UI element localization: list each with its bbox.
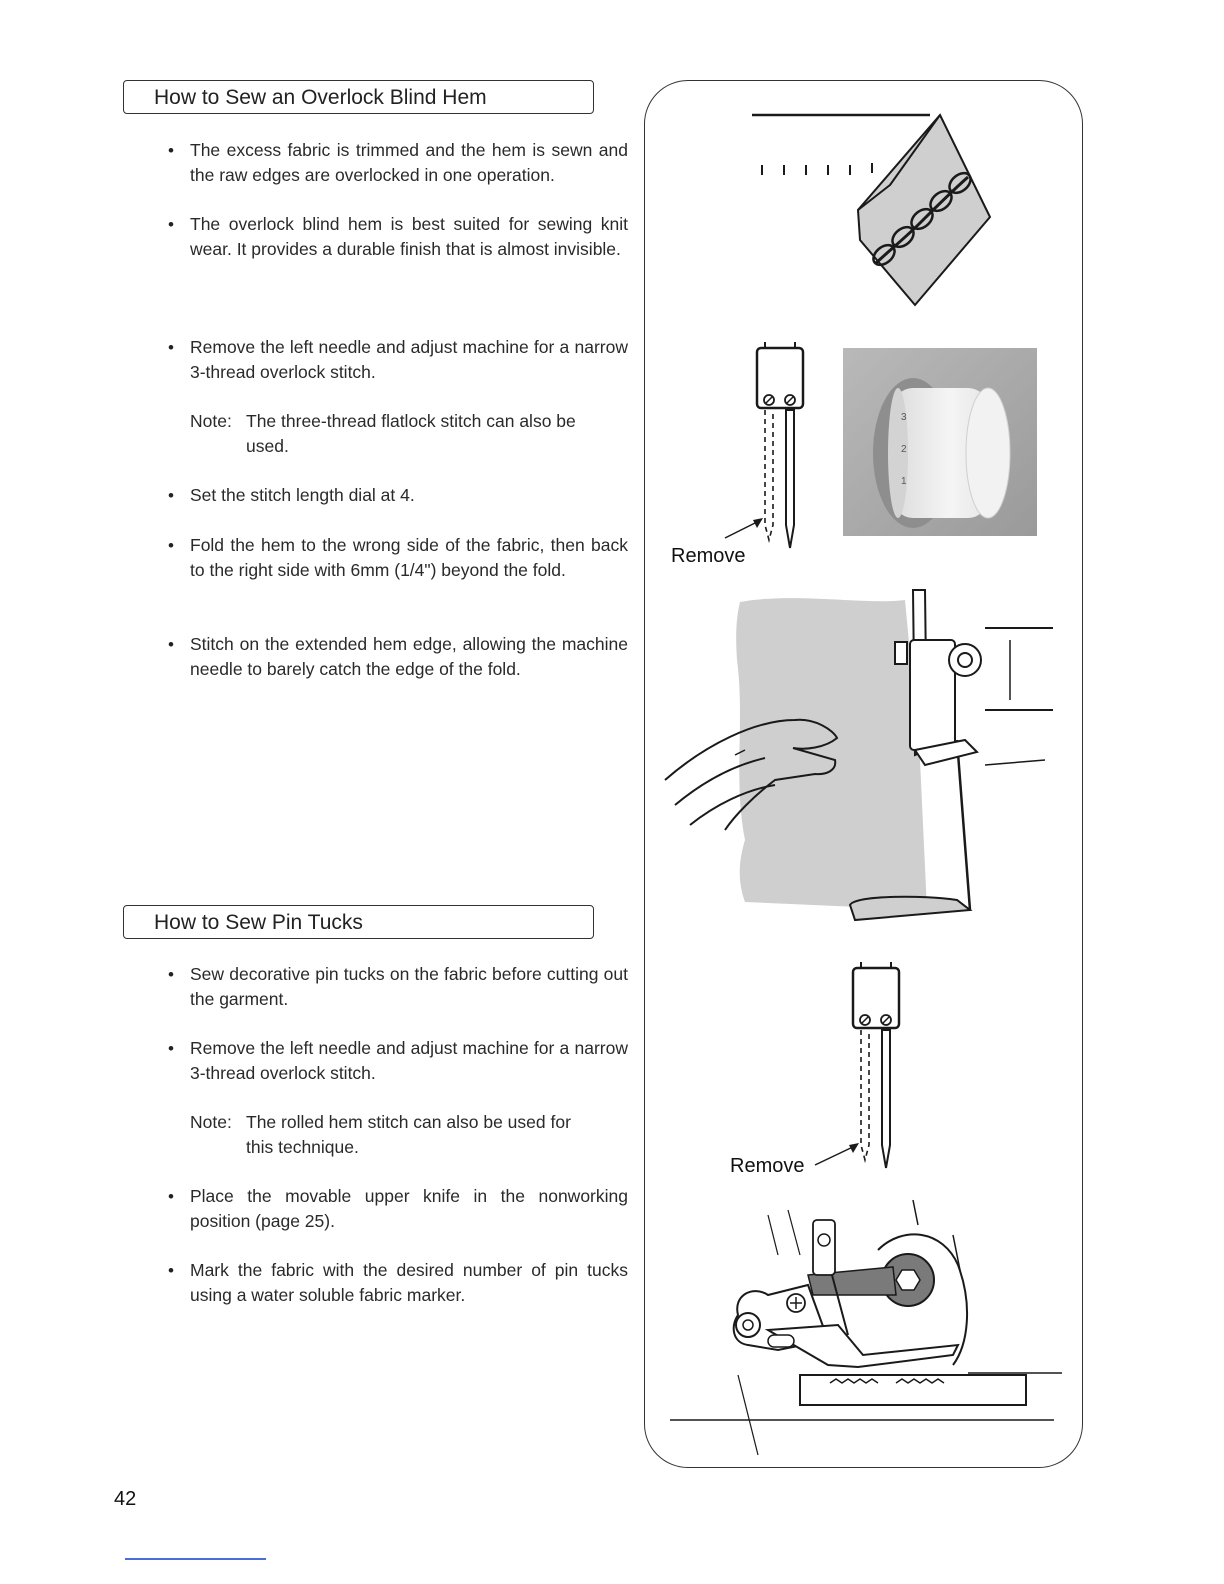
needle-clamp-illustration [845,960,925,1175]
bullet-icon: • [168,965,174,984]
bullet-icon: • [168,141,174,160]
paragraph: Place the movable upper knife in the nonworking position (page 25). [190,1186,628,1231]
paragraph: Fold the hem to the wrong side of the fabric, then back to the right side with 6mm (1/4") beyond the fold. [190,535,628,580]
section-header-pin-tucks: How to Sew Pin Tucks [123,905,594,939]
note-text: The three-thread flatlock stitch can also be [246,411,576,431]
dial-number: 3 [901,412,907,423]
note [190,409,628,459]
paragraph: Stitch on the extended hem edge, allowing the machine needle to barely catch the edge of the fold. [190,634,628,679]
paragraph: The excess fabric is trimmed and the hem is sewn and the raw edges are overlocked in one operation. [190,140,628,185]
bullet-icon: • [168,1187,174,1206]
sewing-hem-illustration [665,580,1065,920]
paragraph: The overlock blind hem is best suited for sewing knit wear. It provides a durable finish that is almost invisible. [190,214,628,259]
bullet-icon: • [168,1261,174,1280]
remove-caption: Remove [671,545,746,567]
note-text: this technique. [246,1137,359,1157]
upper-knife-illustration [668,1195,1068,1460]
footer-link-underline [125,1558,266,1560]
hem-fold-illustration [740,105,1000,320]
bullet-icon: • [168,215,174,234]
bullet-icon: • [168,486,174,505]
bullet-icon: • [168,1039,174,1058]
needle-clamp-illustration [745,340,825,555]
dial-number: 1 [901,476,907,487]
paragraph: Remove the left needle and adjust machine for a narrow 3-thread overlock stitch. [190,1038,628,1083]
page-number: 42 [114,1488,137,1510]
bullet-icon: • [168,635,174,654]
stitch-length-dial-photo [843,348,1037,536]
paragraph: Mark the fabric with the desired number of pin tucks using a water soluble fabric marker. [190,1260,628,1305]
note-text: used. [246,436,289,456]
paragraph: Sew decorative pin tucks on the fabric before cutting out the garment. [190,964,628,1009]
section-header-overlock-blind-hem: How to Sew an Overlock Blind Hem [123,80,594,114]
note-label: Note: [190,1112,232,1132]
paragraph: Remove the left needle and adjust machine for a narrow 3-thread overlock stitch. [190,337,628,382]
note-text: The rolled hem stitch can also be used for [246,1112,571,1132]
note [190,1110,628,1160]
bullet-icon: • [168,536,174,555]
remove-caption: Remove [730,1155,805,1177]
paragraph: Set the stitch length dial at 4. [190,485,415,505]
note-label: Note: [190,411,232,431]
dial-number: 2 [901,444,907,455]
bullet-icon: • [168,338,174,357]
